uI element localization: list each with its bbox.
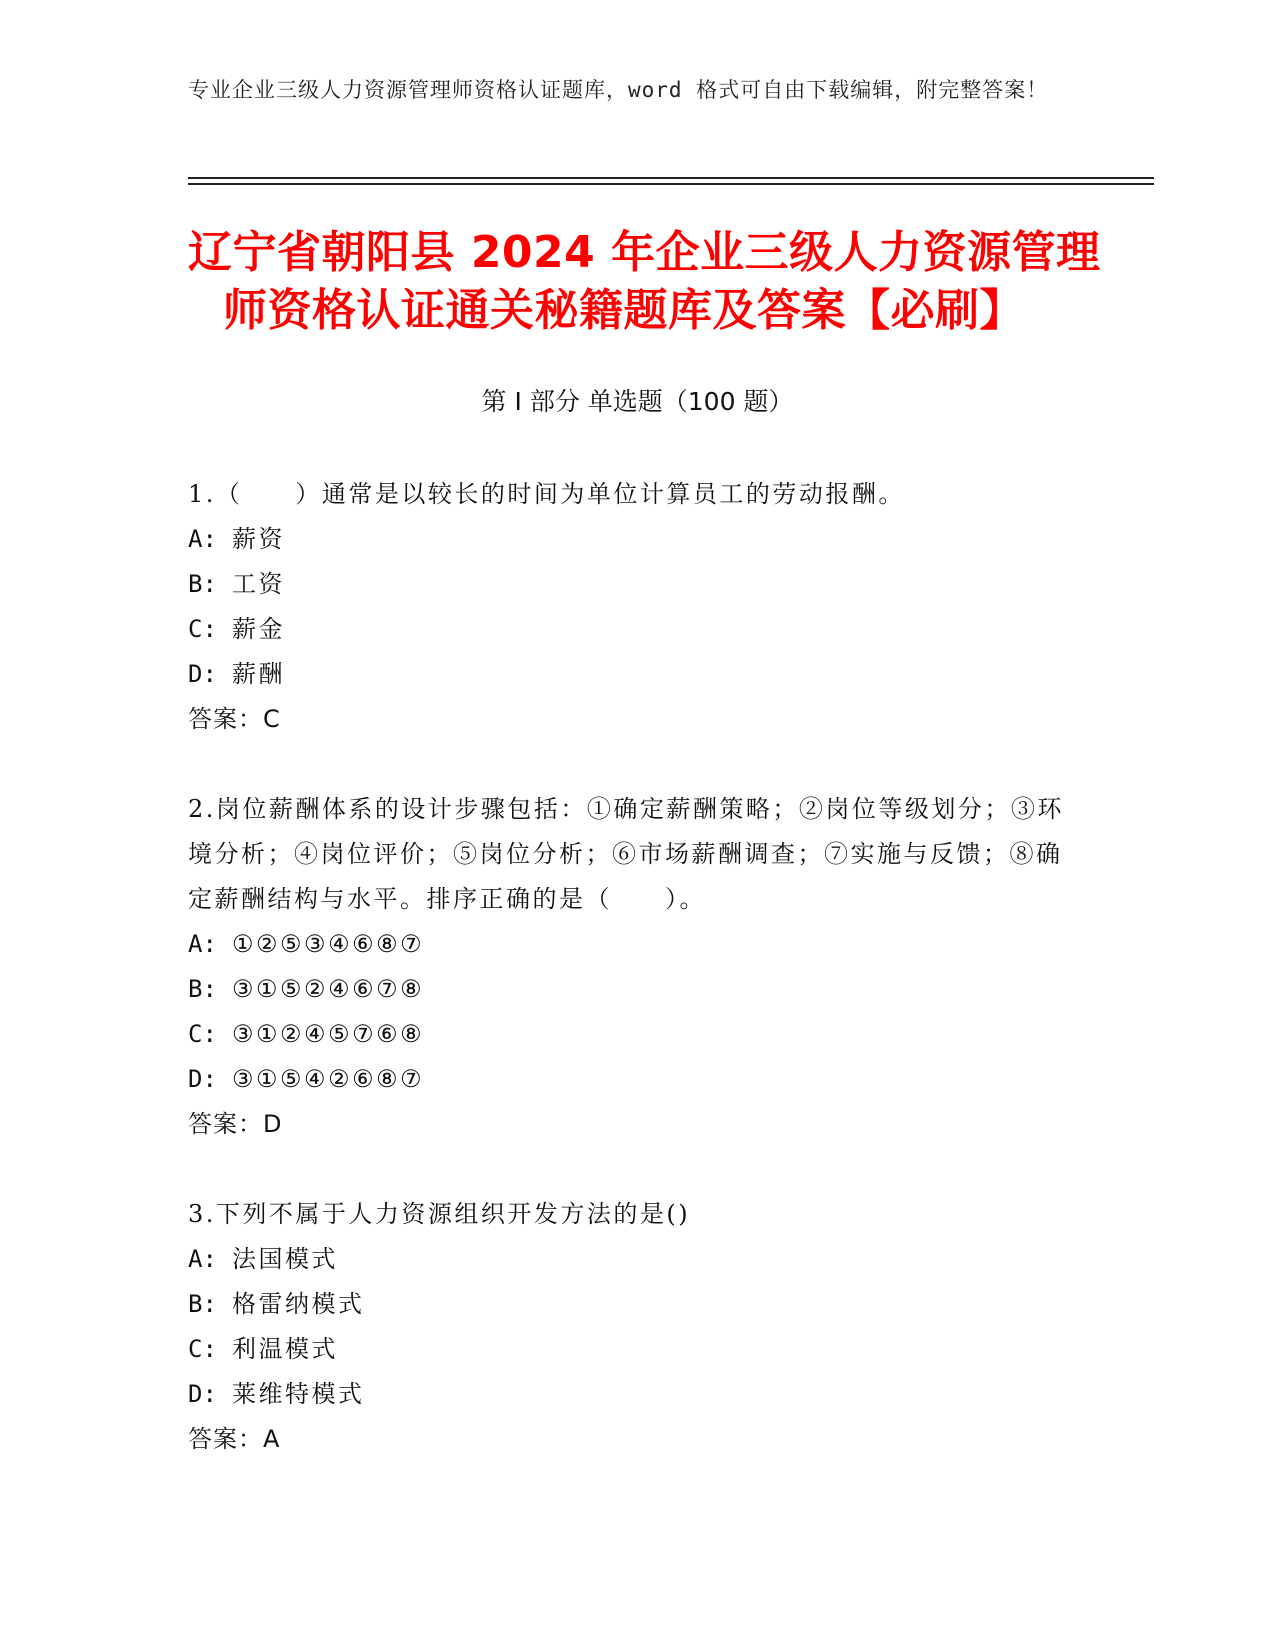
option-text: 薪资 <box>232 525 285 553</box>
question-option <box>188 1237 1068 1282</box>
option-key: B: <box>188 1290 217 1318</box>
option-key: A: <box>188 1245 217 1273</box>
question-stem: 1.（ ）通常是以较长的时间为单位计算员工的劳动报酬。 <box>188 480 905 508</box>
question-option <box>188 562 1068 607</box>
question-option <box>188 1057 1068 1102</box>
option-key: A: <box>188 525 217 553</box>
option-text: 格雷纳模式 <box>232 1290 365 1318</box>
option-key: D: <box>188 1380 217 1408</box>
document-title-line-2: 师资格认证通关秘籍题库及答案【必刷】 <box>223 285 1024 336</box>
question-item <box>188 472 1068 742</box>
question-option <box>188 1372 1068 1417</box>
question-item <box>188 787 1068 1147</box>
option-key: C: <box>188 615 217 643</box>
option-text: ③①⑤②④⑥⑦⑧ <box>232 975 425 1003</box>
question-option <box>188 517 1068 562</box>
option-key: C: <box>188 1020 217 1048</box>
question-stem: 3.下列不属于人力资源组织开发方法的是() <box>188 1200 691 1228</box>
option-text: 法国模式 <box>232 1245 338 1273</box>
document-title-line-1: 辽宁省朝阳县 2024 年企业三级人力资源管理 <box>188 227 1101 278</box>
question-answer: 答案：C <box>188 705 281 733</box>
header-divider-bottom <box>188 183 1154 185</box>
option-text: ③①②④⑤⑦⑥⑧ <box>232 1020 425 1048</box>
option-key: B: <box>188 975 217 1003</box>
option-key: D: <box>188 1065 217 1093</box>
option-text: 薪酬 <box>232 660 285 688</box>
question-option <box>188 967 1068 1012</box>
option-key: D: <box>188 660 217 688</box>
question-answer: 答案：A <box>188 1425 281 1453</box>
option-key: A: <box>188 930 217 958</box>
option-key: B: <box>188 570 217 598</box>
question-option <box>188 1282 1068 1327</box>
question-item <box>188 1192 1068 1462</box>
option-text: 工资 <box>232 570 285 598</box>
header-note: 专业企业三级人力资源管理师资格认证题库，word 格式可自由下载编辑，附完整答案！ <box>188 78 1049 102</box>
section-heading: 第 I 部分 单选题（100 题） <box>481 387 794 416</box>
question-option <box>188 607 1068 652</box>
question-stem: 2.岗位薪酬体系的设计步骤包括：①确定薪酬策略；②岗位等级划分；③环境分析；④岗位评价；⑤岗位分析；⑥市场薪酬调查；⑦实施与反馈；⑧确定薪酬结构与水平。排序正确的是（ ）。 <box>188 795 1064 913</box>
question-answer: 答案：D <box>188 1110 283 1138</box>
option-text: ①②⑤③④⑥⑧⑦ <box>232 930 425 958</box>
document-title <box>188 224 1101 340</box>
question-option <box>188 1327 1068 1372</box>
question-option <box>188 1012 1068 1057</box>
option-text: ③①⑤④②⑥⑧⑦ <box>232 1065 425 1093</box>
question-list <box>188 472 1068 1507</box>
question-option <box>188 922 1068 967</box>
option-text: 利温模式 <box>232 1335 338 1363</box>
header-divider-top <box>188 177 1154 179</box>
question-option <box>188 652 1068 697</box>
option-key: C: <box>188 1335 217 1363</box>
option-text: 莱维特模式 <box>232 1380 365 1408</box>
option-text: 薪金 <box>232 615 285 643</box>
